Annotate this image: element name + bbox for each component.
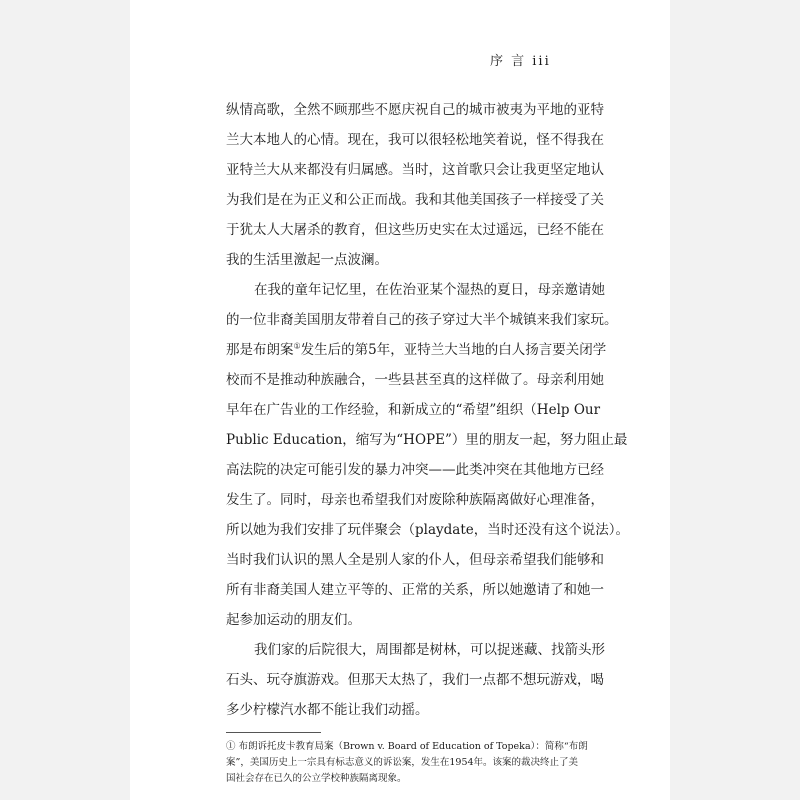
body-line: 我的生活里激起一点波澜。 — [226, 252, 388, 268]
body-line: 兰大本地人的心情。现在，我可以很轻松地笑着说，怪不得我在 — [226, 132, 604, 148]
footnote-line: 国社会存在已久的公立学校种族隔离现象。 — [226, 773, 407, 784]
body-line: 的一位非裔美国朋友带着自己的孩子穿过大半个城镇来我们家玩。 — [226, 312, 618, 328]
body-line-with-footnote — [226, 340, 800, 360]
body-line: 石头、玩夺旗游戏。但那天太热了，我们一点都不想玩游戏，喝 — [226, 672, 604, 688]
body-line: 当时我们认识的黑人全是别人家的仆人，但母亲希望我们能够和 — [226, 552, 604, 568]
body-line: 多少柠檬汽水都不能让我们动摇。 — [226, 702, 429, 718]
body-line: 所以她为我们安排了玩伴聚会（playdate，当时还没有这个说法）。 — [226, 522, 629, 538]
footnote-line: ① 布朗诉托皮卡教育局案（Brown v. Board of Education of Topeka）：简称“布朗 — [226, 741, 588, 752]
running-head: 序 言 iii — [490, 54, 551, 69]
body-line: 起参加运动的朋友们。 — [226, 612, 361, 628]
body-line: 校而不是推动种族融合，一些县甚至真的这样做了。母亲利用她 — [226, 372, 604, 388]
body-line: 在我的童年记忆里，在佐治亚某个湿热的夏日，母亲邀请她 — [254, 282, 605, 298]
body-line: 所有非裔美国人建立平等的、正常的关系，所以她邀请了和她一 — [226, 582, 604, 598]
body-line: 于犹太人大屠杀的教育，但这些历史实在太过遥远，已经不能在 — [226, 222, 604, 238]
footnote-line: 案”，美国历史上一宗具有标志意义的诉讼案，发生在1954年。该案的裁决终止了美 — [226, 757, 579, 768]
body-text: 那是布朗案 — [226, 342, 294, 358]
footnote-divider — [226, 732, 321, 733]
body-line: 早年在广告业的工作经验，和新成立的“希望”组织（Help Our — [226, 402, 601, 418]
body-line: Public Education，缩写为“HOPE”）里的朋友一起，努力阻止最 — [226, 432, 628, 448]
body-line: 发生了。同时，母亲也希望我们对废除种族隔离做好心理准备， — [226, 492, 604, 508]
footnote-reference[interactable]: ① — [293, 341, 301, 351]
body-line: 为我们是在为正义和公正而战。我和其他美国孩子一样接受了关 — [226, 192, 604, 208]
body-line: 亚特兰大从来都没有归属感。当时，这首歌只会让我更坚定地认 — [226, 162, 604, 178]
body-line: 纵情高歌，全然不顾那些不愿庆祝自己的城市被夷为平地的亚特 — [226, 102, 604, 118]
body-line: 高法院的决定可能引发的暴力冲突——此类冲突在其他地方已经 — [226, 462, 604, 478]
body-text: 发生后的第5年，亚特兰大当地的白人扬言要关闭学 — [300, 342, 607, 358]
body-line: 我们家的后院很大，周围都是树林，可以捉迷藏、找箭头形 — [254, 642, 605, 658]
